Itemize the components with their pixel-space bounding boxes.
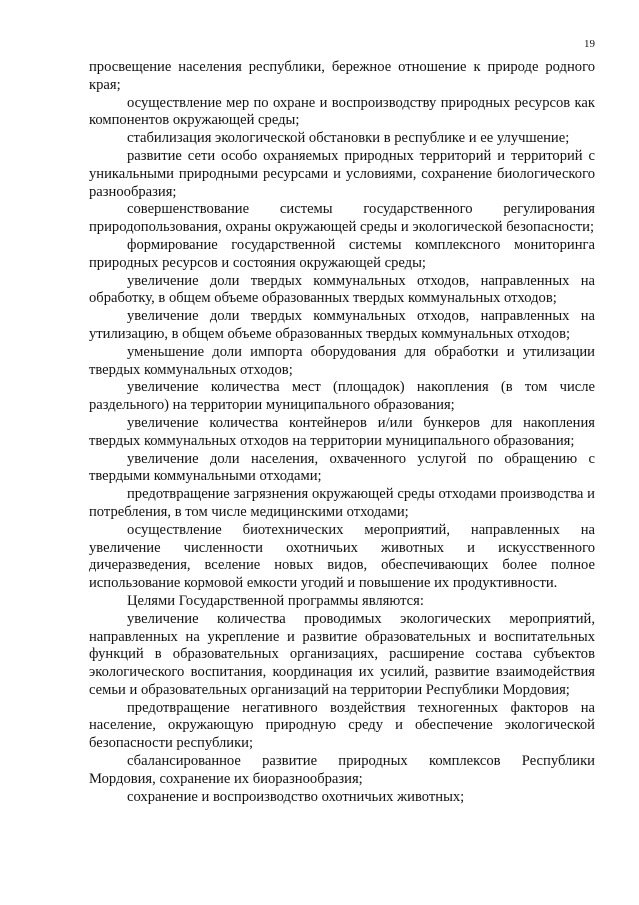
paragraph: осуществление биотехнических мероприятий, направленных на увеличение численности охотничьих животных и искусственного дичеразведения, вселение новых видов, обеспечивающих более полное использование кормовой емкости угодий и повышение их продуктивности. <box>89 521 595 592</box>
paragraph: увеличение доли населения, охваченного услугой по обращению с твердыми коммунальными отходами; <box>89 450 595 485</box>
paragraph: увеличение количества контейнеров и/или бункеров для накопления твердых коммунальных отходов на территории муниципального образования; <box>89 414 595 449</box>
paragraph: сохранение и воспроизводство охотничьих животных; <box>127 788 465 805</box>
paragraph: формирование государственной системы комплексного мониторинга природных ресурсов и состояния окружающей среды; <box>89 236 595 271</box>
paragraph: предотвращение негативного воздействия техногенных факторов на население, окружающую природную среду и обеспечение экологической безопасности республики; <box>89 699 595 752</box>
page-number: 19 <box>584 38 595 50</box>
paragraph: увеличение доли твердых коммунальных отходов, направленных на утилизацию, в общем объеме образованных твердых коммунальных отходов; <box>89 308 595 342</box>
paragraph: увеличение количества проводимых экологических мероприятий, направленных на укрепление и развитие образовательных и воспитательных функций в образовательных организациях, расширение состава субъектов экологического воспитания, координация их усилий, развитие взаимодействия семьи и образовательных организаций на территории Республики Мордовия; <box>89 610 595 698</box>
body-text <box>89 59 595 806</box>
paragraph: сбалансированное развитие природных комплексов Республики Мордовия, сохранение их биоразнообразия; <box>89 753 595 787</box>
paragraph: уменьшение доли импорта оборудования для обработки и утилизации твердых коммунальных отходов; <box>89 343 595 378</box>
section-lead: Целями Государственной программы являются: <box>127 592 424 609</box>
paragraph: просвещение населения республики, бережное отношение к природе родного края; <box>89 59 595 93</box>
paragraph: стабилизация экологической обстановки в республике и ее улучшение; <box>127 130 570 147</box>
paragraph: предотвращение загрязнения окружающей среды отходами производства и потребления, в том числе медицинскими отходами; <box>89 486 595 520</box>
paragraph: осуществление мер по охране и воспроизводству природных ресурсов как компонентов окружающей среды; <box>89 94 595 129</box>
paragraph: увеличение количества мест (площадок) накопления (в том числе раздельного) на территории муниципального образования; <box>89 379 595 414</box>
paragraph: развитие сети особо охраняемых природных территорий и территорий с уникальными природными ресурсами и условиями, сохранение биологического разнообразия; <box>89 147 595 200</box>
paragraph: совершенствование системы государственного регулирования природопользования, охраны окружающей среды и экологической безопасности; <box>89 201 595 236</box>
paragraph: увеличение доли твердых коммунальных отходов, направленных на обработку, в общем объеме образованных твердых коммунальных отходов; <box>89 272 595 307</box>
